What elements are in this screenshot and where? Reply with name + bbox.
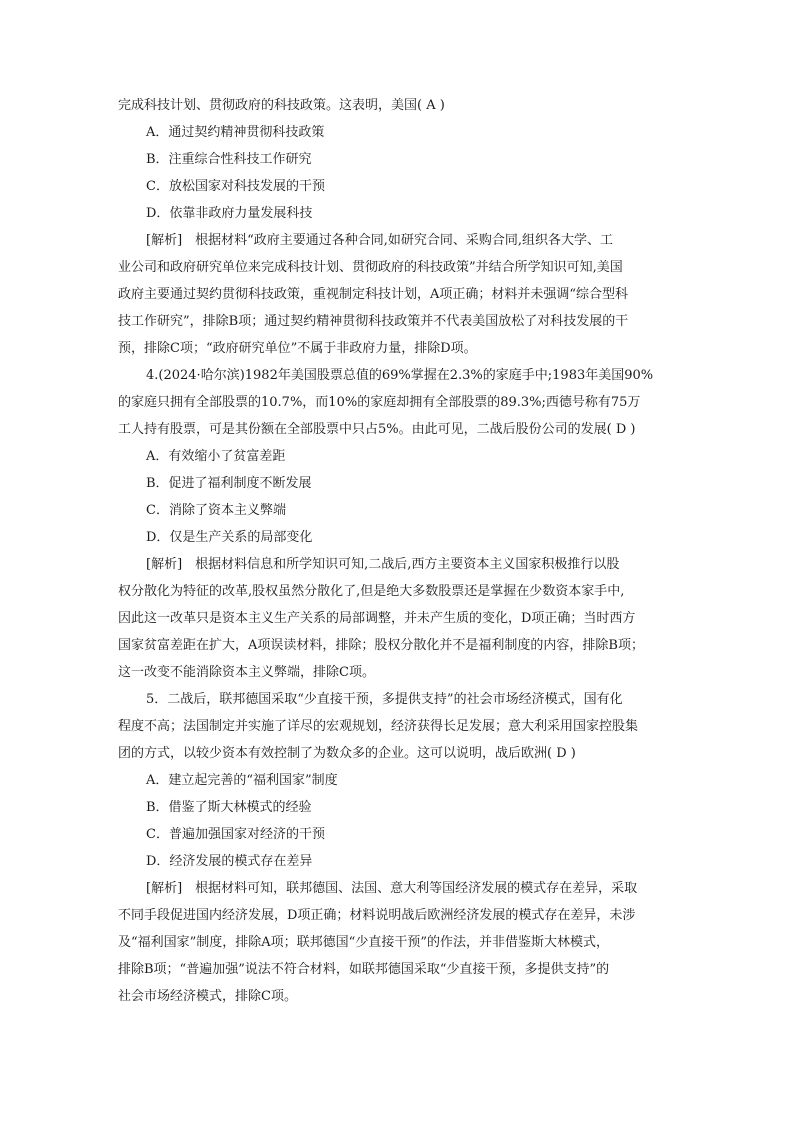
- analysis-line: 国家贫富差距在扩大，A项误读材料，排除；股权分散化并不是福利制度的内容，排除B项；: [118, 638, 644, 653]
- option-b: B．促进了福利制度不断发展: [146, 476, 312, 491]
- option-c: C．普遍加强国家对经济的干预: [146, 827, 325, 842]
- analysis-line: [解析] 根据材料可知，联邦德国、法国、意大利等国经济发展的模式存在差异，采取: [146, 881, 638, 896]
- question-3: [118, 92, 678, 362]
- question-stem-line: 程度不高；法国制定并实施了详尽的宏观规划，经济获得长足发展；意大利采用国家控股集: [118, 719, 639, 734]
- question-5: [118, 686, 678, 1010]
- question-stem-line: 团的方式，以较少资本有效控制了为数众多的企业。这可以说明，战后欧洲( D ): [118, 746, 576, 761]
- analysis-line: 因此这一改革只是资本主义生产关系的局部调整，并未产生质的变化，D项正确；当时西方: [118, 611, 636, 626]
- question-4: [118, 362, 678, 686]
- option-c: C．放松国家对科技发展的干预: [146, 179, 325, 194]
- option-d: D．仅是生产关系的局部变化: [146, 530, 313, 545]
- option-a: A．有效缩小了贫富差距: [146, 449, 286, 464]
- option-a: A．建立起完善的“福利国家”制度: [146, 773, 338, 788]
- analysis-line: 业公司和政府研究单位来完成科技计划、贯彻政府的科技政策”并结合所学知识可知,美国: [118, 260, 623, 275]
- analysis-line: 不同手段促进国内经济发展，D项正确；材料说明战后欧洲经济发展的模式存在差异，未涉: [118, 908, 636, 923]
- analysis-line: 政府主要通过契约贯彻科技政策，重视制定科技计划，A项正确；材料并未强调“综合型科: [118, 287, 629, 302]
- analysis-line: 技工作研究”，排除B项；通过契约精神贯彻科技政策并不代表美国放松了对科技发展的干: [118, 314, 629, 329]
- question-stem-line: 5．二战后，联邦德国采取“少直接干预，多提供支持”的社会市场经济模式，国有化: [146, 692, 623, 707]
- analysis-line: 预，排除C项；“政府研究单位”不属于非政府力量，排除D项。: [118, 341, 477, 356]
- option-a: A．通过契约精神贯彻科技政策: [146, 125, 325, 140]
- option-d: D．经济发展的模式存在差异: [146, 854, 313, 869]
- analysis-line: 排除B项；“普遍加强”说法不符合材料，如联邦德国采取“少直接干预，多提供支持”的: [118, 962, 610, 977]
- option-d: D．依靠非政府力量发展科技: [146, 206, 313, 221]
- document-page: [118, 92, 678, 1010]
- question-stem-line: 4.(2024·哈尔滨)1982年美国股票总值的69%掌握在2.3%的家庭手中;1983年美国90%: [146, 368, 654, 383]
- question-stem-line: 的家庭只拥有全部股票的10.7%，而10%的家庭却拥有全部股票的89.3%;西德号称有75万: [118, 395, 641, 410]
- question-stem-line: 完成科技计划、贯彻政府的科技政策。这表明，美国( A ): [118, 98, 445, 113]
- analysis-line: 这一改变不能消除资本主义弊端，排除C项。: [118, 665, 375, 680]
- analysis-line: [解析] 根据材料信息和所学知识可知,二战后,西方主要资本主义国家积极推行以股: [146, 557, 620, 572]
- analysis-line: 权分散化为特征的改革,股权虽然分散化了,但是绝大多数股票还是掌握在少数资本家手中,: [118, 584, 625, 599]
- question-stem-line: 工人持有股票，可是其份额在全部股票中只占5%。由此可见，二战后股份公司的发展( D ): [118, 422, 636, 437]
- analysis-line: 及“福利国家”制度，排除A项；联邦德国“少直接干预”的作法，并非借鉴斯大林模式，: [118, 935, 609, 950]
- option-b: B．注重综合性科技工作研究: [146, 152, 312, 167]
- option-c: C．消除了资本主义弊端: [146, 503, 286, 518]
- option-b: B．借鉴了斯大林模式的经验: [146, 800, 312, 815]
- analysis-line: 社会市场经济模式，排除C项。: [118, 989, 297, 1004]
- analysis-line: [解析] 根据材料“政府主要通过各种合同,如研究合同、采购合同,组织各大学、工: [146, 233, 614, 248]
